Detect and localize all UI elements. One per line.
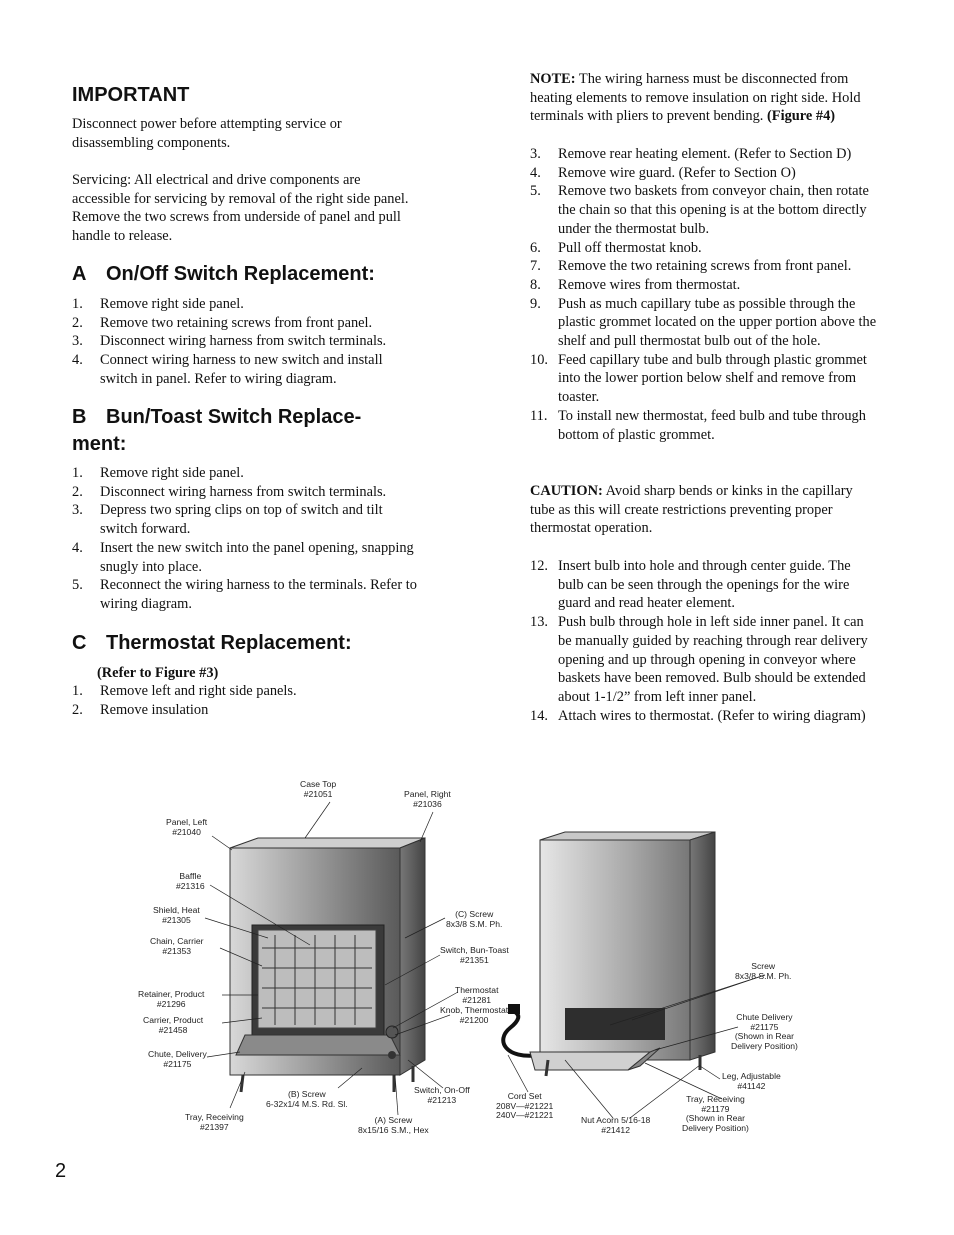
list-item xyxy=(530,613,878,707)
figure-label-line: #21175 xyxy=(163,1058,192,1069)
list-item xyxy=(72,501,417,538)
list-item xyxy=(530,351,878,407)
list-item-text: Connect wiring harness to new switch and install switch in panel. Refer to wiring diagram. xyxy=(100,352,383,387)
figure-label-line: 6-32x1/4 M.S. Rd. Sl. xyxy=(266,1098,348,1109)
list-item-text: Push as much capillary tube as possible through the plastic grommet located on the upper portion above the shelf and pull thermostat bulb out of the hole. xyxy=(558,295,877,350)
figure-label-line: Knob, Thermostat xyxy=(440,1005,509,1015)
label-case-top xyxy=(300,780,336,799)
figure-label-line: 208V—#21221 xyxy=(496,1100,554,1111)
list-item-text: To install new thermostat, feed bulb and tube through bottom of plastic grommet. xyxy=(558,407,866,443)
figure-label-line: 8x3/8 S.M. Ph. xyxy=(446,918,503,929)
figure-label-line: Panel, Right xyxy=(404,789,451,799)
list-item-number: 13. xyxy=(530,614,548,631)
list-item xyxy=(72,464,417,483)
page-number: 2 xyxy=(55,1160,67,1182)
label-switch-on-off xyxy=(414,1086,470,1105)
section-c-heading xyxy=(72,630,352,657)
label-shield-heat xyxy=(153,906,200,925)
thermostat-steps-list-1 xyxy=(530,145,878,444)
figure-label-line: #21179 xyxy=(701,1103,730,1114)
figure-label-line: Thermostat xyxy=(455,985,499,995)
list-item xyxy=(530,257,878,276)
list-item-number: 1. xyxy=(72,465,83,481)
list-item-number: 12. xyxy=(530,558,548,574)
list-item xyxy=(72,701,417,720)
figure-label-line: Baffle xyxy=(179,871,202,881)
list-item-number: 6. xyxy=(530,239,541,256)
figure-label-line: #21296 xyxy=(156,998,186,1009)
figure-label-line: 8x3/8 S.M. Ph. xyxy=(735,970,792,981)
figure-label-line: #21353 xyxy=(162,945,192,956)
list-item-text: Remove rear heating element. (Refer to Section D) xyxy=(558,146,852,162)
list-item-number: 2. xyxy=(72,314,83,331)
section-b-list xyxy=(72,464,417,614)
label-chain-carrier xyxy=(150,937,204,956)
section-b-title-line1: Bun/Toast Switch Replace- xyxy=(106,406,362,428)
label-tray-receiving-rear xyxy=(682,1095,749,1133)
section-a-list xyxy=(72,295,417,389)
figure-label-line: Retainer, Product xyxy=(138,989,205,999)
list-item-number: 8. xyxy=(530,276,541,293)
list-item xyxy=(530,557,878,613)
list-item xyxy=(530,182,878,238)
section-a-title: On/Off Switch Replacement: xyxy=(106,263,375,285)
figure-label-line: Panel, Left xyxy=(166,817,208,827)
thermostat-steps-list-2 xyxy=(530,557,878,725)
figure-label-line: Shield, Heat xyxy=(153,905,200,915)
figure-label-line: Screw xyxy=(751,961,776,971)
label-switch-bun-toast xyxy=(440,946,509,965)
label-chute-delivery-front xyxy=(148,1050,207,1069)
label-panel-right xyxy=(404,790,451,809)
figure-label-line: (B) Screw xyxy=(287,1089,326,1099)
section-b-heading xyxy=(72,404,361,458)
figure-label-line: #21175 xyxy=(750,1021,779,1032)
label-knob-thermostat xyxy=(440,1006,508,1025)
figure-label-line: Cord Set xyxy=(507,1091,542,1101)
section-c-letter: C xyxy=(72,632,87,654)
list-item-text: Insert the new switch into the panel opening, snapping snugly into place. xyxy=(100,539,414,575)
list-item-text: Remove insulation xyxy=(100,701,209,718)
list-item xyxy=(72,539,417,576)
label-chute-delivery-rear xyxy=(731,1013,798,1051)
label-c-screw xyxy=(446,910,502,929)
list-item-number: 4. xyxy=(72,539,83,556)
caution-text: Avoid sharp bends or kinks in the capillary tube as this will create restrictions preventing proper thermostat operation. xyxy=(530,483,853,537)
caution-paragraph xyxy=(530,482,878,538)
list-item-number: 1. xyxy=(72,683,83,699)
label-panel-left xyxy=(166,818,207,837)
figure-label-line: #21305 xyxy=(162,914,191,925)
list-item-number: 2. xyxy=(72,701,83,718)
figure-label-line: #21397 xyxy=(200,1121,229,1132)
figure-label-line: 8x15/16 S.M., Hex xyxy=(358,1124,429,1135)
list-item-number: 2. xyxy=(72,483,83,500)
figure-label-line: Tray, Receiving xyxy=(185,1112,244,1122)
figure-label-line: (Shown in Rear xyxy=(734,1031,795,1041)
list-item-text: Remove two retaining screws from front panel. xyxy=(100,314,373,331)
list-item-number: 3. xyxy=(72,333,83,350)
list-item-number: 3. xyxy=(72,502,83,519)
list-item-number: 9. xyxy=(530,295,541,312)
figure-label-line: Chain, Carrier xyxy=(150,936,204,946)
figure-label-line: Nut Acorn 5/16-18 xyxy=(581,1115,651,1125)
list-item xyxy=(72,295,417,314)
important-heading: IMPORTANT xyxy=(72,84,190,106)
list-item-text: Remove right side panel. xyxy=(100,296,244,312)
list-item xyxy=(72,576,417,613)
label-retainer-product xyxy=(138,990,204,1009)
figure-label-line: Switch, Bun-Toast xyxy=(440,945,509,955)
toaster-parts-figure xyxy=(0,770,954,1150)
list-item-number: 5. xyxy=(72,577,83,594)
list-item xyxy=(530,164,878,183)
label-leg-adjustable xyxy=(722,1072,781,1091)
list-item-text: Remove left and right side panels. xyxy=(100,683,297,699)
figure-label-line: Tray, Receiving xyxy=(686,1094,745,1104)
list-item-number: 10. xyxy=(530,351,548,368)
figure-label-line: #21316 xyxy=(176,880,205,891)
label-cord-set xyxy=(496,1092,553,1121)
list-item-text: Remove right side panel. xyxy=(100,465,244,481)
figure-label-line: Carrier, Product xyxy=(143,1015,204,1025)
list-item xyxy=(530,295,878,351)
figure-label-line: #41142 xyxy=(737,1080,766,1091)
figure-label-line: #21213 xyxy=(427,1094,457,1105)
list-item-text: Remove the two retaining screws from front panel. xyxy=(558,258,852,275)
figure-label-line: Leg, Adjustable xyxy=(722,1071,781,1081)
label-screw-rear xyxy=(735,962,791,981)
figure-label-line: (C) Screw xyxy=(455,909,494,919)
figure-label-line: Chute, Delivery xyxy=(148,1049,207,1059)
figure-label-line: #21458 xyxy=(158,1024,188,1035)
section-b-letter: B xyxy=(72,406,87,428)
list-item-text: Disconnect wiring harness from switch terminals. xyxy=(100,333,387,350)
label-b-screw xyxy=(266,1090,348,1109)
note-paragraph xyxy=(530,70,878,126)
section-a-letter: A xyxy=(72,263,87,285)
list-item-text: Remove wires from thermostat. xyxy=(558,276,741,293)
note-figure-ref: (Figure #4) xyxy=(767,108,836,125)
label-baffle xyxy=(176,872,205,891)
list-item-text: Depress two spring clips on top of switch and tilt switch forward. xyxy=(100,502,383,538)
list-item-text: Remove two baskets from conveyor chain, then rotate the chain so that this opening is at the bottom directly under the thermostat bulb. xyxy=(558,183,869,237)
list-item-number: 4. xyxy=(72,352,83,369)
list-item-number: 1. xyxy=(72,296,83,312)
label-nut-acorn xyxy=(581,1116,650,1135)
list-item-text: Feed capillary tube and bulb through plastic grommet into the lower portion below shelf and remove from toaster. xyxy=(558,351,867,406)
note-text: The wiring harness must be disconnected from heating elements to remove insulation on right side. Hold terminals with pliers to prevent bending. xyxy=(530,71,861,125)
figure-label-line: Delivery Position) xyxy=(731,1040,798,1051)
figure-label-line: #21412 xyxy=(601,1124,630,1135)
label-thermostat xyxy=(455,986,498,1005)
list-item xyxy=(530,707,878,726)
figure-label-line: (A) Screw xyxy=(374,1115,413,1125)
list-item-text: Disconnect wiring harness from switch terminals. xyxy=(100,483,387,500)
rear-toaster xyxy=(530,832,715,1076)
list-item-text: Pull off thermostat knob. xyxy=(558,239,702,256)
section-c-refer: (Refer to Figure #3) xyxy=(97,665,219,681)
figure-label-line: Switch, On-Off xyxy=(414,1085,470,1095)
list-item xyxy=(72,682,417,701)
figure-label-line: #21200 xyxy=(459,1014,489,1025)
figure-label-line: #21036 xyxy=(413,798,442,809)
section-a-heading xyxy=(72,261,375,288)
list-item-text: Insert bulb into hole and through center guide. The bulb can be seen through the openings for the wire guard and read heater element. xyxy=(558,558,851,612)
list-item-text: Push bulb through hole in left side inner panel. It can be manually guided by reaching through rear delivery opening and up through opening in conveyor where baskets have been removed. Bulb should be extended about 1-1/2” from left inner panel. xyxy=(558,614,868,705)
figure-label-line: Delivery Position) xyxy=(682,1122,749,1133)
section-c-title: Thermostat Replacement: xyxy=(106,632,352,654)
label-a-screw xyxy=(358,1116,429,1135)
servicing-paragraph: Servicing: All electrical and drive components are accessible for servicing by removal of the right side panel. Remove the two screws from underside of panel and pull handle to release. xyxy=(72,172,409,245)
figure-label-line: #21040 xyxy=(172,826,201,837)
list-item-number: 3. xyxy=(530,146,541,162)
caution-label: CAUTION: xyxy=(530,483,603,499)
label-tray-receiving-front xyxy=(185,1113,244,1132)
list-item xyxy=(530,407,878,444)
list-item-number: 5. xyxy=(530,183,541,200)
figure-label-line: #21351 xyxy=(460,954,489,965)
important-paragraph: Disconnect power before attempting service or disassembling components. xyxy=(72,116,342,151)
list-item-number: 11. xyxy=(530,407,548,424)
list-item xyxy=(72,332,417,351)
list-item-text: Remove wire guard. (Refer to Section O) xyxy=(558,164,796,181)
figure-label-line: #21051 xyxy=(303,788,333,799)
figure-label-line: 240V—#21221 xyxy=(496,1110,554,1120)
section-c-list xyxy=(72,682,417,719)
list-item-number: 4. xyxy=(530,164,541,181)
list-item-text: Attach wires to thermostat. (Refer to wiring diagram) xyxy=(558,707,866,724)
list-item xyxy=(530,239,878,258)
label-carrier-product xyxy=(143,1016,203,1035)
cord-set-drawing xyxy=(503,1012,540,1056)
list-item-number: 7. xyxy=(530,258,541,275)
list-item xyxy=(72,351,417,388)
note-label: NOTE: xyxy=(530,71,576,87)
list-item-number: 14. xyxy=(530,707,548,724)
list-item xyxy=(530,276,878,295)
list-item xyxy=(72,483,417,502)
figure-label-line: #21281 xyxy=(462,994,492,1005)
figure-label-line: (Shown in Rear xyxy=(685,1113,746,1123)
list-item-text: Reconnect the wiring harness to the terminals. Refer to wiring diagram. xyxy=(100,577,417,612)
figure-label-line: Chute Delivery xyxy=(736,1012,793,1022)
list-item xyxy=(530,145,878,164)
list-item xyxy=(72,314,417,333)
section-b-title-line2: ment: xyxy=(72,433,127,455)
figure-label-line: Case Top xyxy=(300,779,337,789)
